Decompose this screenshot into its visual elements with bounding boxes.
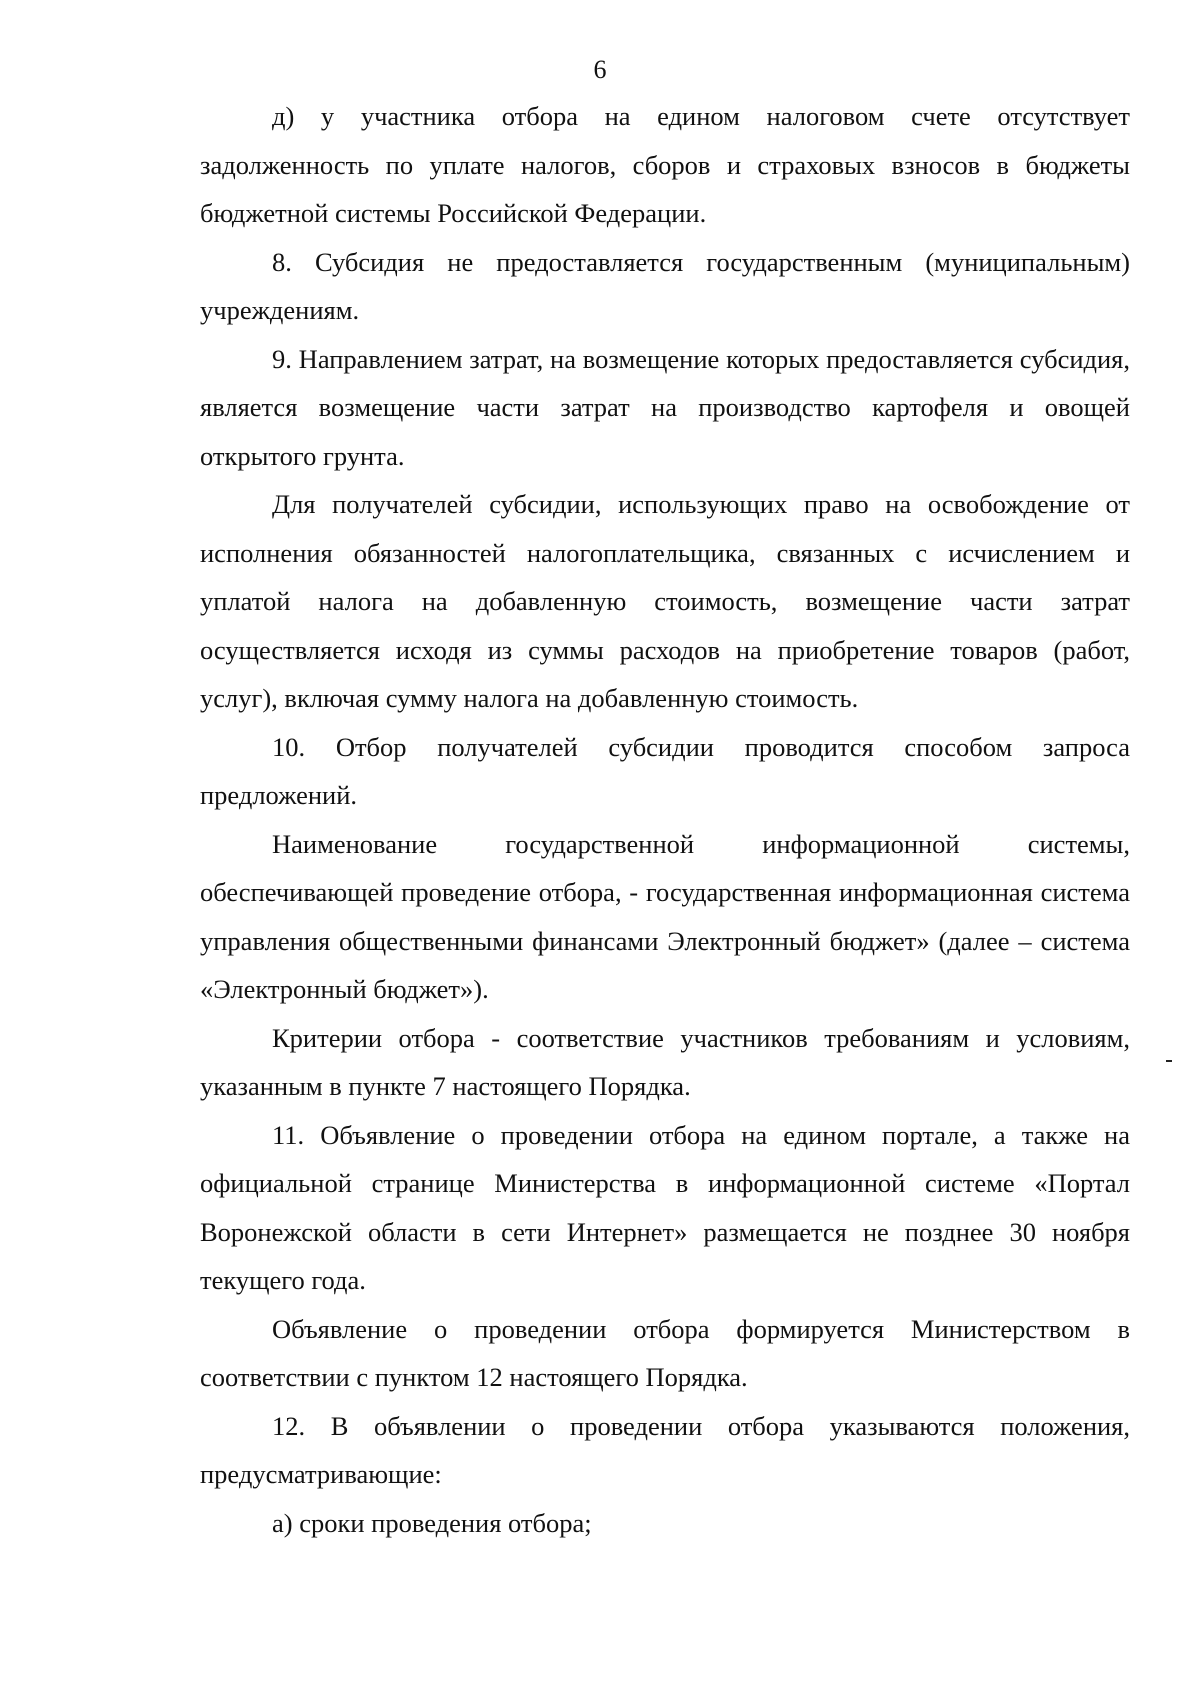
scan-mark [1166,1060,1172,1062]
paragraph-12-announcement-contents: 12. В объявлении о проведении отбора указываются положения, предусматривающие: [200,1410,1130,1489]
document-body [200,92,1130,1547]
paragraph-information-system: Наименование государственной информационной системы, обеспечивающей проведение отбора, - государственная информационная система управления общественными финансами Электронный бюджет» (далее – система «Электронный бюджет»). [200,828,1130,1004]
paragraph-11-announcement-placement: 11. Объявление о проведении отбора на едином портале, а также на официальной странице Министерства в информационной системе «Портал Воронежской области в сети Интернет» размещается не позднее 30 ноября текущего года. [200,1119,1130,1295]
paragraph-announcement-formation: Объявление о проведении отбора формируется Министерством в соответствии с пунктом 12 настоящего Порядка. [200,1313,1130,1392]
page-number: 6 [593,55,607,84]
paragraph-9-cost-direction: 9. Направлением затрат, на возмещение которых предоставляется субсидия, является возмещение части затрат на производство картофеля и овощей открытого грунта. [200,343,1130,471]
paragraph-10-selection-method: 10. Отбор получателей субсидии проводится способом запроса предложений. [200,731,1130,810]
paragraph-a-selection-terms: а) сроки проведения отбора; [272,1507,592,1538]
paragraph-8-not-for-state-institutions: 8. Субсидия не предоставляется государственным (муниципальным) учреждениям. [200,246,1130,325]
paragraph-d-no-tax-debt: д) у участника отбора на едином налоговом счете отсутствует задолженность по уплате налогов, сборов и страховых взносов в бюджеты бюджетной системы Российской Федерации. [200,101,1130,228]
paragraph-vat-exempt-recipients: Для получателей субсидии, использующих право на освобождение от исполнения обязанностей налогоплательщика, связанных с исчислением и уплатой налога на добавленную стоимость, возмещение части затрат осуществляется исходя из суммы расходов на приобретение товаров (работ, услуг), включая сумму налога на добавленную стоимость. [200,489,1130,713]
paragraph-selection-criteria: Критерии отбора - соответствие участников требованиям и условиям, указанным в пункте 7 настоящего Порядка. [200,1022,1130,1101]
